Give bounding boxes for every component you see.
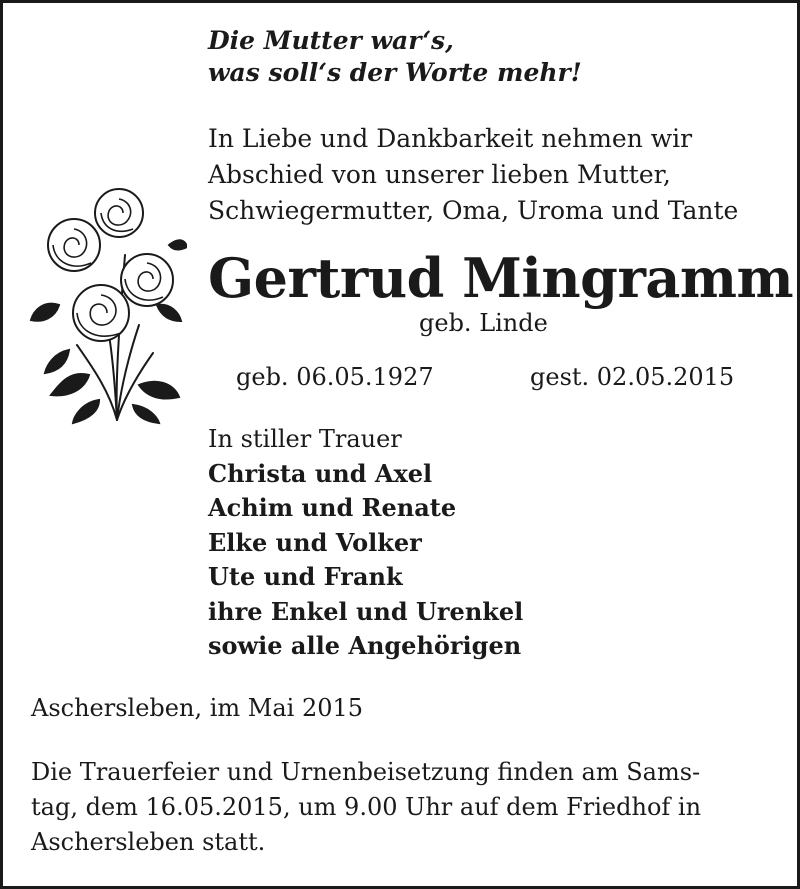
mourners-lead: In stiller Trauer <box>208 425 402 453</box>
death-date: gest. 02.05.2015 <box>530 363 735 391</box>
mourner-name: Christa und Axel <box>208 458 433 488</box>
motto-line-2: was soll‘s der Worte mehr! <box>208 58 582 87</box>
place-date: Aschersleben, im Mai 2015 <box>31 694 364 722</box>
intro-line-2: Abschied von unserer lieben Mutter, <box>208 160 671 189</box>
mourner-name: Elke und Volker <box>208 527 422 557</box>
mourner-name: sowie alle Angehörigen <box>208 631 522 660</box>
mourner-name: Ute und Frank <box>208 562 403 591</box>
deceased-name: Gertrud Mingramm <box>208 246 794 310</box>
intro-text <box>208 121 738 229</box>
maiden-name: geb. Linde <box>419 309 548 337</box>
intro-line-1: In Liebe und Dankbarkeit nehmen wir <box>208 124 693 153</box>
notice-line-2: tag, dem 16.05.2015, um 9.00 Uhr auf dem Friedhof in <box>31 793 702 821</box>
funeral-notice <box>31 755 701 860</box>
motto <box>208 25 582 89</box>
notice-line-3: Aschersleben statt. <box>31 828 266 856</box>
motto-line-1: Die Mutter war‘s, <box>208 26 454 55</box>
roses-bouquet-icon <box>29 185 187 425</box>
notice-line-1: Die Trauerfeier und Urnenbeisetzung finden am Sams- <box>31 758 701 786</box>
mourner-name: Achim und Renate <box>208 493 457 522</box>
birth-date: geb. 06.05.1927 <box>236 363 434 391</box>
mourner-name: ihre Enkel und Urenkel <box>208 596 524 626</box>
intro-line-3: Schwiegermutter, Oma, Uroma und Tante <box>208 196 739 225</box>
mourners-list <box>208 422 523 664</box>
